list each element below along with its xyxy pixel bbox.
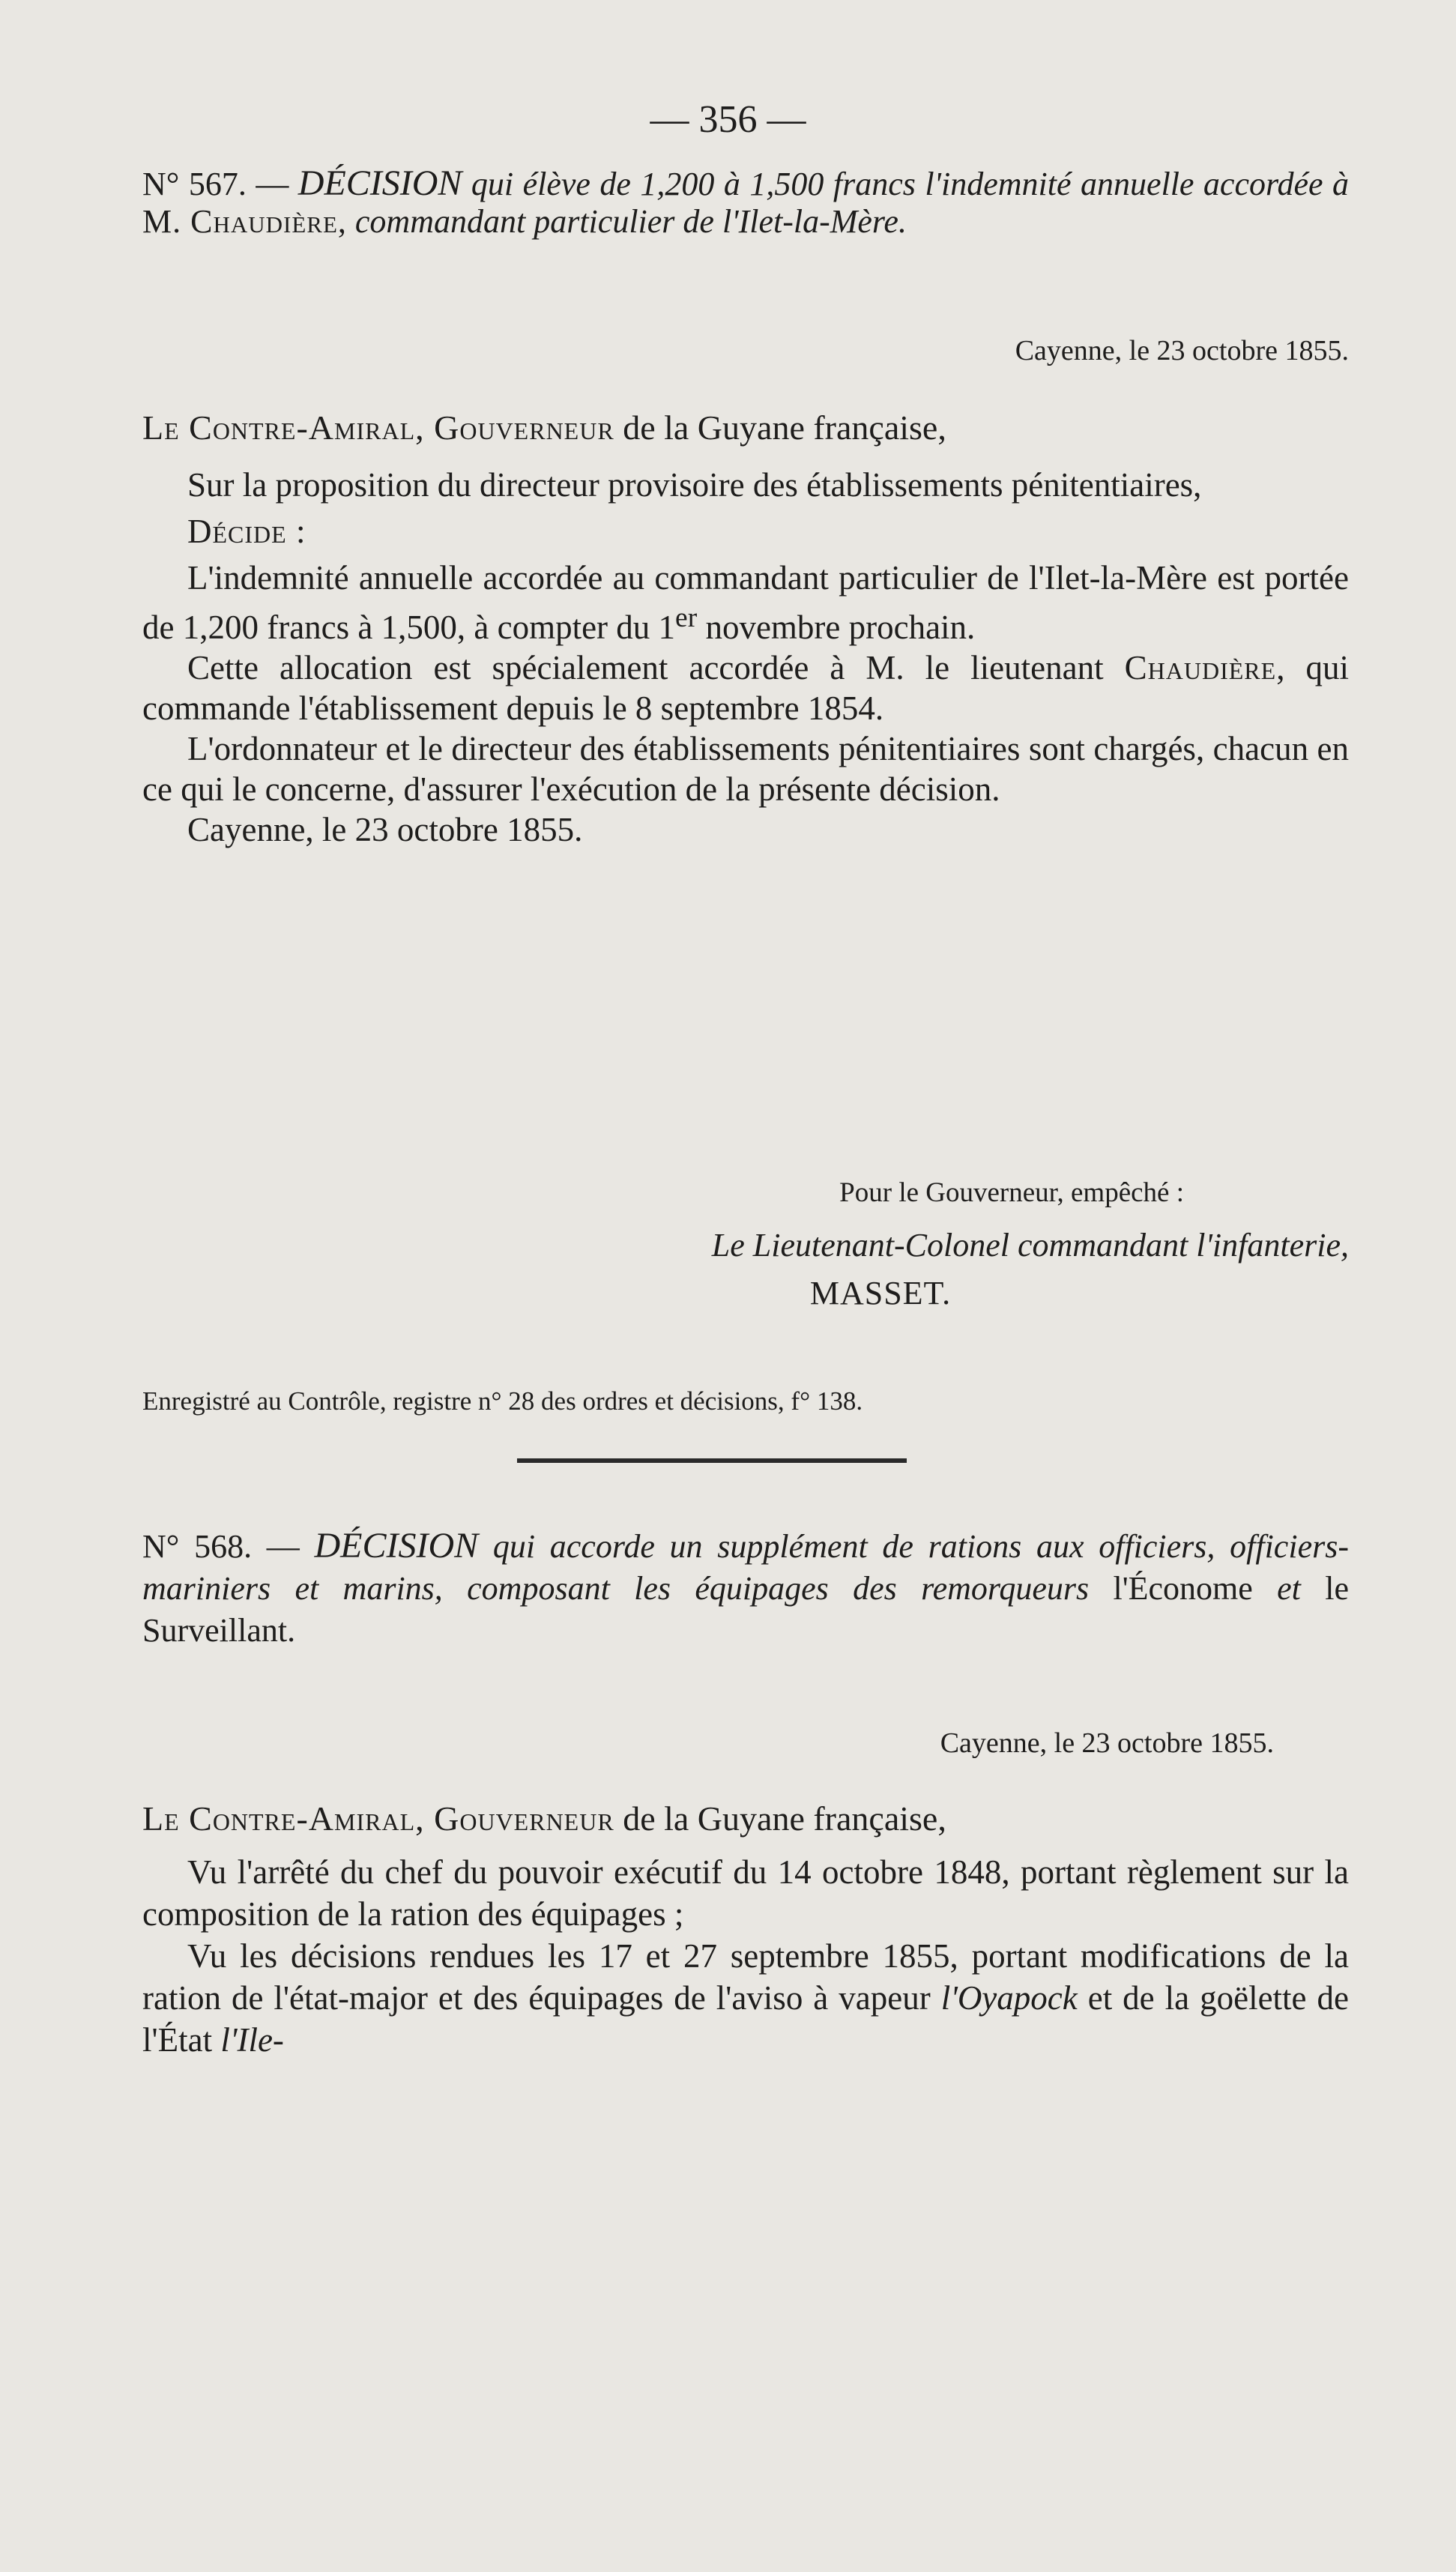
decision-567-authority-title: Le Contre-Amiral, Gouverneur: [142, 408, 614, 447]
decision-567-rank: Le Lieutenant-Colonel commandant l'infanterie,: [711, 1227, 1349, 1264]
decision-568-title-ship-1: l'Économe: [1113, 1570, 1253, 1607]
decision-568-authority: [142, 1799, 1349, 1838]
section-divider: [517, 1458, 907, 1463]
decision-568-authority-title: Le Contre-Amiral, Gouverneur: [142, 1799, 614, 1838]
decision-567-p1-text: L'indemnité annuelle accordée au commandant particulier de l'Ilet-la-Mère est portée de 1,200 francs à 1,500, à compter du 1: [142, 559, 1349, 646]
decision-568-vu-2-text: Vu les décisions rendues les 17 et 27 septembre 1855, portant modifications de la ration de l'état-major et des équipages de l'aviso à vapeur: [142, 1937, 1349, 2017]
decision-567-number: N° 567. —: [142, 166, 298, 202]
decision-567-title: [142, 165, 1349, 241]
decision-568-title-text-1: qui accorde un supplément de rations aux officiers, officiers-mariniers et marins, composant les équipages des remorqueurs: [142, 1528, 1349, 1607]
decision-568-title: [142, 1525, 1349, 1652]
decision-567-p1-sup: er: [675, 603, 698, 633]
decision-567-closing: Cayenne, le 23 octobre 1855.: [187, 811, 583, 848]
decision-568-title-and: et: [1252, 1570, 1326, 1607]
decision-568-vu-2-ship: l'Oyapock: [940, 1979, 1078, 2017]
decision-567-sur: Sur la proposition du directeur provisoire des établissements pénitentiaires,: [187, 466, 1202, 504]
decision-567-paragraph-2: [142, 647, 1349, 728]
decision-567-paragraph-3: L'ordonnateur et le directeur des établissements pénitentiaires sont chargés, chacun en ce qui le concerne, d'assurer l'exécution de la présente décision.: [142, 730, 1349, 808]
decision-568-vu-2: [142, 1935, 1349, 2061]
decision-567-title-text-3: commandant particulier de l'Ilet-la-Mère.: [346, 203, 907, 240]
decision-567-authority: [142, 408, 1349, 447]
decision-567-body: [142, 465, 1349, 850]
decision-567-title-word: DÉCISION: [297, 163, 462, 203]
decision-567-place-date: Cayenne, le 23 octobre 1855.: [1015, 335, 1349, 366]
decision-567-title-text-1: qui élève de 1,200 à 1,500: [462, 166, 833, 202]
decision-567-authority-place: de la Guyane française,: [614, 408, 946, 447]
decision-567-pour: Pour le Gouverneur, empêché :: [839, 1177, 1184, 1208]
decision-568-number: N° 568. —: [142, 1528, 315, 1565]
decision-568-vu-2-text-end: et de la goëlette de l'État: [142, 1979, 1349, 2059]
decision-568-vu-1: Vu l'arrêté du chef du pouvoir exécutif du 14 octobre 1848, portant règlement sur la composition de la ration des équipages ;: [142, 1853, 1349, 1933]
decision-568-place-date: Cayenne, le 23 octobre 1855.: [940, 1727, 1274, 1759]
decision-567-p2-name: Chaudière: [1124, 649, 1277, 686]
decision-567-title-text-2: francs l'indemnité annuelle accordée à: [833, 166, 1350, 202]
decision-567-p2-text-end: , qui commande l'établissement depuis le 8 septembre 1854.: [142, 649, 1349, 727]
decision-567-p2-text: Cette allocation est spécialement accordée à M. le lieutenant: [187, 649, 1125, 686]
decision-568-title-ship-2: le Surveillant.: [142, 1570, 1349, 1649]
decision-567-paragraph-1: [142, 558, 1349, 647]
decision-568-vu-2-ship-2: l'Ile-: [220, 2021, 284, 2059]
decision-567-p1-text-end: novembre prochain.: [697, 609, 976, 646]
decision-567-signer: MASSET.: [809, 1275, 952, 1311]
decision-568-body: [142, 1851, 1349, 2061]
page-number: — 356 —: [650, 98, 806, 141]
decision-568-title-word: DÉCISION: [314, 1526, 479, 1566]
decision-567-title-name: M. Chaudière,: [142, 203, 347, 240]
decision-568-authority-place: de la Guyane française,: [614, 1799, 946, 1838]
decision-567-decide: Décide :: [187, 513, 306, 550]
decision-567-register: Enregistré au Contrôle, registre n° 28 des ordres et décisions, f° 138.: [142, 1386, 863, 1416]
